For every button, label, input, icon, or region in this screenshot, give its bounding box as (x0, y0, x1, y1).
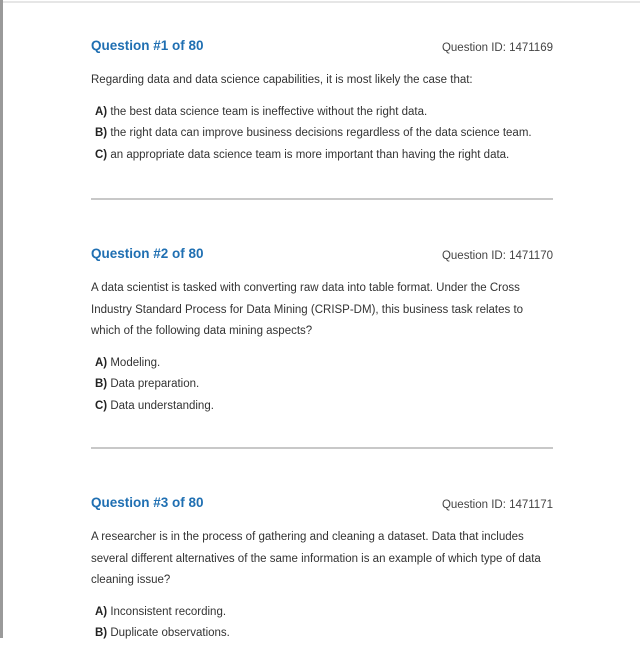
option-letter: C) (95, 399, 108, 412)
option-text: an appropriate data science team is more important than having the right data. (110, 148, 510, 161)
question-title: Question #2 of 80 (91, 246, 204, 261)
option-letter: A) (95, 105, 108, 118)
option-b[interactable] (95, 374, 553, 396)
question-stem: Regarding data and data science capabilities, it is most likely the case that: (91, 74, 473, 86)
divider (91, 198, 553, 200)
question-2 (91, 246, 553, 417)
option-text: Data preparation. (110, 378, 200, 390)
option-text: Duplicate observations. (110, 627, 230, 639)
option-letter: A) (95, 605, 108, 618)
option-letter: B) (95, 627, 108, 639)
question-id: Question ID: 1471169 (441, 42, 553, 54)
page-top-border (0, 1, 640, 3)
question-stem: A data scientist is tasked with converting raw data into table format. Under the Cross Industry Standard Process for Data Mining (CRISP-DM), this business task relates to which of the following data mining aspects? (91, 282, 524, 337)
option-text: the right data can improve business decisions regardless of the data science team. (110, 127, 532, 139)
question-title: Question #1 of 80 (91, 38, 204, 53)
question-3 (91, 495, 553, 645)
option-text: Data understanding. (110, 399, 214, 412)
page-left-border (0, 0, 3, 638)
option-a[interactable] (95, 102, 553, 124)
option-text: the best data science team is ineffective without the right data. (110, 105, 428, 118)
option-letter: C) (95, 148, 108, 161)
question-id: Question ID: 1471170 (441, 250, 553, 262)
option-letter: A) (95, 356, 108, 369)
option-a[interactable] (95, 602, 553, 624)
option-c[interactable] (95, 396, 553, 418)
question-title: Question #3 of 80 (91, 495, 204, 510)
option-text: Modeling. (110, 356, 161, 369)
question-id: Question ID: 1471171 (441, 499, 553, 511)
option-text: Inconsistent recording. (110, 605, 227, 618)
option-letter: B) (95, 127, 108, 139)
divider (91, 447, 553, 449)
option-b[interactable] (95, 623, 553, 645)
question-1 (91, 38, 553, 166)
option-a[interactable] (95, 353, 553, 375)
option-letter: B) (95, 378, 108, 390)
option-c[interactable] (95, 145, 553, 167)
question-stem: A researcher is in the process of gathering and cleaning a dataset. Data that includes several different alternatives of the same information is an example of which type of data cleaning issue? (91, 531, 541, 586)
option-b[interactable] (95, 123, 553, 145)
